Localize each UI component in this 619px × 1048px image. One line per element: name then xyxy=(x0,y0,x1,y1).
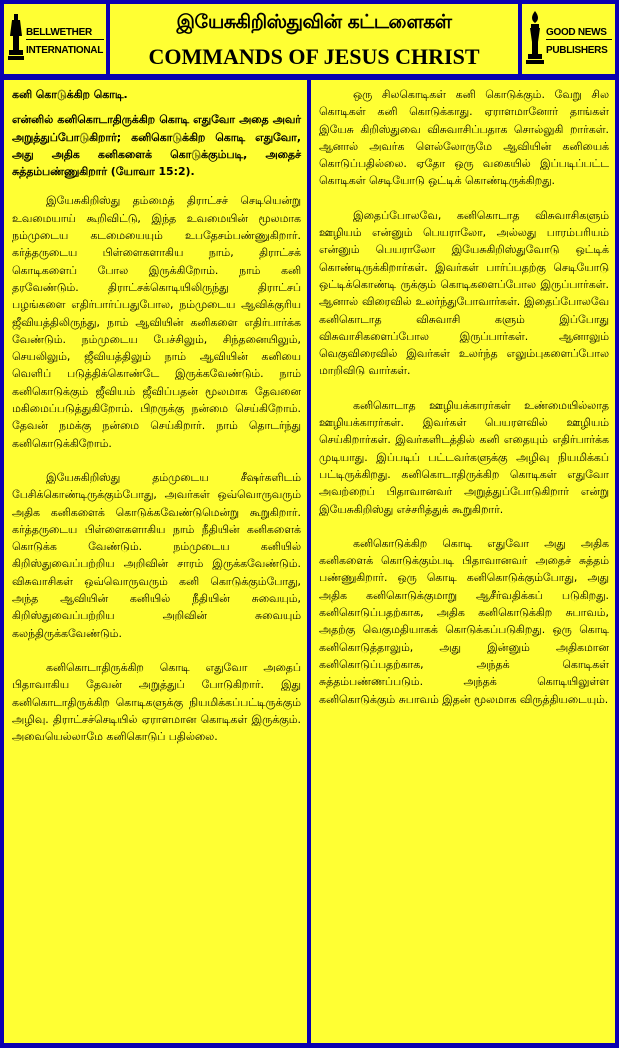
right-column xyxy=(311,80,615,1043)
title-tamil: இயேசுகிறிஸ்துவின் கட்டளைகள் xyxy=(176,11,452,33)
good-news-line1: GOOD NEWS xyxy=(546,26,612,40)
bellwether-line2: INTERNATIONAL xyxy=(26,45,104,56)
torch-icon xyxy=(526,10,544,66)
paragraph: கனிகொடாதிருக்கிற கொடி எதுவோ அதைப் பிதாவாகிய தேவன் அறுத்துப் போடுகிறார். இது கனிகொடாதிருக்கிற கொடிகளுக்கு நியமிக்கப்பட்டிருக்கும் அழிவு. திராட்சச்செடியில் ஏராளமான கொடிகள் இருக்கும். அவையெல்லாமே கனிகொடுப் பதில்லை. xyxy=(12,660,301,744)
paragraph: இயேசுகிறிஸ்து தம்முடைய சீஷர்களிடம் பேசிக்கொண்டிருக்கும்போது, அவர்கள் ஒவ்வொருவரும் அதிக கனிகளைக் கொடுக்கவேண்டுமென்று கூறுகிறார். கர்த்தருடைய பிள்ளைகளாகிய நாம் நீதியின் கனிகளைக் கொடுக்க வேண்டும். நம்முடைய கனியில் கிறிஸ்துவைப்பற்றிய அறிவின் சாரம் இருக்கவேண்டும். விசுவாசிகள் ஒவ்வொருவரும் கனி கொடுக்கும்போது, அந்த ஆவியின் கனியில் நீதியின் சுவையும், கிறிஸ்துவைப்பற்றிய அறிவின் சுவையும் கலந்திருக்கவேண்டும். xyxy=(12,470,301,640)
lamp-icon xyxy=(8,12,24,62)
page-title-banner xyxy=(110,4,518,74)
paragraph: இயேசுகிறிஸ்து தம்மைத் திராட்சச் செடியென்று உவமையாய் கூறிவிட்டு, இந்த உவமையின் மூலமாக நம்முடைய கடமையையும் உபதேசம்பண்ணுகிறார். கர்த்தருடைய பிள்ளைகளாகிய நாம், திராட்சக் கொடிகளைப் போல இருக்கிறோம். நாம் கனி தரவேண்டும். திராட்சக்கொடியிலிருந்து திராட்சப் பழங்களை எதிர்பார்ப்பதுபோல, நம்முடைய ஆவிக்குரிய ஜீவியத்திலிருந்து, நாம் ஆவியின் கனிகளை எதிர்பார்க்க வேண்டும். நம்முடைய பேச்சிலும், சிந்தனையிலும், செயலிலும், ஜீவியத்திலும் நாம் ஆவியின் கனியை வெளிப் படுத்திக்கொண்டே இருக்கவேண்டும். நாம் கனிகொடுக்கும் ஜீவியம் ஜீவிப்பதன் மூலமாக தேவனை மகிமைப்படுத்துகிறோம். பிறருக்கு நன்மை செய்கிறோம். தேவன் நமக்கு நன்மை செய்கிறார். நாம் தொடர்ந்து கனிகொடுக்கிறோம். xyxy=(12,194,301,450)
bellwether-logo xyxy=(4,4,106,74)
paragraph: கனிகொடுக்கிற கொடி எதுவோ அது அதிக கனிகளைக் கொடுக்கும்படி பிதாவானவர் அதைச் சுத்தம் பண்ணுகிறார். ஒரு கொடி கனிகொடுக்கும்போது, அது அதிக கனிகொடுக்குமாறு ஆசீர்வதிக்கப் படுகிறது. கனிகொடுப்பதற்காக, அதிக கனிகொடுக்கிற சுபாவம், அதற்கு வெகுமதியாகக் கொடுக்கப்படுகிறது. ஒரு கொடி கனிகொடுத்தாலும், அது இன்னும் அதிகமான கனிகொடுப்பதற்காக, அந்தக் கொடிகள் சுத்தம்பண்ணப்படும். அந்தக் கொடியிலுள்ள கனிகொடுக்கும் சுபாவம் இதன் மூலமாக விருத்தியடையும். xyxy=(319,536,609,706)
good-news-line2: PUBLISHERS xyxy=(546,45,608,56)
paragraph: இதைப்போலவே, கனிகொடாத விசுவாசிகளும் ஊழியம் என்னும் பெயராலோ, அல்லது பாரம்பரியம் என்னும் பெயராலோ இயேசுகிறிஸ்துவோடு ஒட்டிக் கொண்டிருக்கிறார்கள். இவர்கள் பார்ப்பதற்கு செடியோடு ஒட்டிக்கொண்டி ருக்கும் கொடிகளைப்போல இருப்பார்கள். ஆனால் விரைவில் உலர்ந்துபோவார்கள். இதைப்போலவே கனிகொடாத விசுவாசி களும் இப்போது விசுவாசிகளைப்போல இருப்பார்கள். ஆனாலும் வெகுவிரைவில் இவர்கள் உலர்ந்த எலும்புகளைப்போல மாறிவிடு வார்கள். xyxy=(319,208,609,378)
bellwether-line1: BELLWETHER xyxy=(26,26,104,40)
left-column xyxy=(4,80,307,1043)
paragraph: ஒரு சிலகொடிகள் கனி கொடுக்கும். வேறு சில கொடிகள் கனி கொடுக்காது. ஏராளமானோர் தாங்கள் இயேசு கிறிஸ்துவை விசுவாசிப்பதாக சொல்லுகி றார்கள். ஆனால் அவர்க ளெல்லோருமே ஆவியின் கனியைக் கொடுப்பதில்லை. ஏதோ ஒரு வகையில் இப்படிப்பட்ட கொடிகள் செடியோடு ஒட்டிக் கொண்டிருக்கிறது. xyxy=(319,88,609,188)
title-english: COMMANDS OF JESUS CHRIST xyxy=(148,44,480,69)
scripture-verse: என்னில் கனிகொடாதிருக்கிற கொடி எதுவோ அதை அவர் அறுத்துப்போடுகிறார்; கனிகொடுக்கிற கொடி எதுவோ, அது அதிக கனிகளைக் கொடுக்கும்படி, அதைச் சுத்தம்பண்ணுகிறார் (யோவா 15:2). xyxy=(12,113,301,179)
section-heading: கனி கொடுக்கிற கொடி. xyxy=(12,88,128,101)
good-news-publishers-logo xyxy=(522,4,615,74)
paragraph: கனிகொடாத ஊழியக்காரர்கள் உண்மையில்லாத ஊழியக்காரர்கள். இவர்கள் பெயரளவில் ஊழியம் செய்கிறார்கள். இவர்களிடத்தில் கனி எதையும் எதிர்பார்க்க முடியாது. இப்படிப் பட்டவர்களுக்கு அழிவு நியமிக்கப் பட்டிருக்கிறது. கனிகொடாதிருக்கிற கொடிகள் எதுவோ அவற்றைப் பிதாவானவர் அறுத்துப்போடுகிறார் என்று இயேசுகிறிஸ்து எச்சரித்துக் கூறுகிறார். xyxy=(319,398,609,516)
